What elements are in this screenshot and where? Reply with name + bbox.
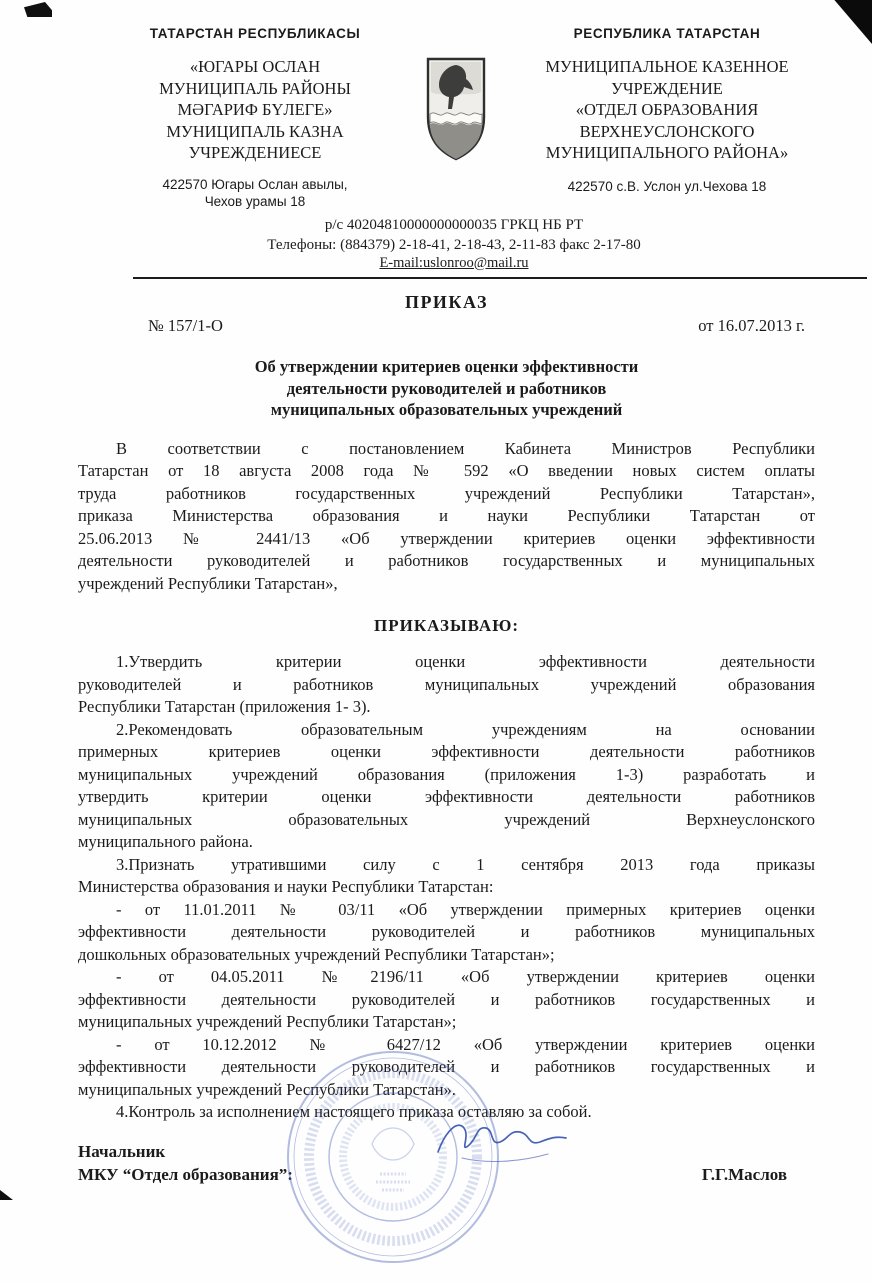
decree-word: ПРИКАЗЫВАЮ:	[373, 616, 520, 635]
bank-account-line: р/с 40204810000000000035 ГРКЦ НБ РТ	[324, 216, 584, 233]
order-body	[0, 292, 872, 1186]
text-line: В соответствии с постановлением Кабинета Министров Республики	[116, 438, 815, 458]
signatory-post	[78, 1140, 293, 1186]
text-line: муниципальных учреждений Республики Татарстан».	[78, 1079, 456, 1099]
text-line: деятельности руководителей и работников государственных и муниципальных	[78, 551, 815, 570]
text-line: 25.06.2013 № 2441/13 «Об утверждении критериев оценки эффективности	[78, 528, 815, 548]
text-line: - от 11.01.2011 № 03/11 «Об утверждении примерных критериев оценки	[116, 899, 815, 919]
text-line: 422570 Югары Ослан авылы,	[162, 176, 348, 192]
letterhead-left-block	[100, 26, 410, 164]
text-line: муниципальных образовательных учреждений Верхнеуслонского	[78, 809, 815, 829]
order-item-3-sub-1	[78, 899, 815, 967]
coat-of-arms-icon	[425, 56, 487, 162]
document-type-heading: ПРИКАЗ	[404, 292, 489, 312]
text-line: 1.Утвердить критерии оценки эффективности деятельности	[116, 652, 815, 671]
text-line: МУНИЦИПАЛЬНОГО РАЙОНА»	[545, 143, 789, 162]
order-item-3-sub-3	[78, 1034, 815, 1102]
text-line: МӘГАРИФ БҮЛЕГЕ»	[177, 100, 333, 119]
text-line: 3.Признать утратившими силу с 1 сентября 2013 года приказы	[116, 854, 815, 874]
text-line: муниципального района.	[78, 832, 253, 851]
order-item-1	[78, 651, 815, 719]
text-line: МУНИЦИПАЛЬ КАЗНА	[166, 121, 344, 141]
order-preamble	[78, 438, 815, 596]
text-line: УЧРЕЖДЕНИЕ	[611, 78, 723, 98]
text-line: руководителей и работников муниципальных учреждений образования	[78, 674, 815, 694]
text-line: муниципальных образовательных учреждений	[270, 400, 623, 419]
text-line: Министерства образования и науки Республики Татарстан:	[78, 877, 494, 896]
right-region-title: РЕСПУБЛИКА ТАТАРСТАН	[573, 26, 761, 41]
text-line: МУНИЦИПАЛЬ РАЙОНЫ	[159, 78, 351, 98]
signatory-post-line-2: МКУ “Отдел образования”:	[78, 1164, 293, 1184]
text-line: «ОТДЕЛ ОБРАЗОВАНИЯ	[575, 100, 759, 119]
text-line: УЧРЕЖДЕНИЕСЕ	[188, 143, 322, 162]
text-line: утвердить критерии оценки эффективности деятельности работников	[78, 787, 815, 806]
text-line: деятельности руководителей и работников	[286, 378, 607, 398]
signature-block	[78, 1140, 815, 1186]
order-meta	[78, 316, 815, 336]
text-line: примерных критериев оценки эффективности деятельности работников	[78, 742, 815, 761]
text-line: труда работников государственных учреждений Республики Татарстан»,	[78, 483, 815, 503]
letterhead	[0, 0, 872, 164]
left-address	[100, 176, 410, 210]
letterhead-right-block	[502, 26, 832, 164]
text-line: приказа Министерства образования и науки Республики Татарстан от	[78, 506, 815, 525]
email-line: E-mail:uslonroo@mail.ru	[379, 254, 529, 271]
order-item-2	[78, 719, 815, 854]
letterhead-addresses	[0, 164, 872, 210]
text-line: МУНИЦИПАЛЬНОЕ КАЗЕННОЕ	[545, 57, 789, 76]
text-line: - от 10.12.2012 № 6427/12 «Об утверждении критериев оценки	[116, 1034, 815, 1054]
text-line: ВЕРХНЕУСЛОНСКОГО	[579, 121, 755, 141]
signatory-name: Г.Г.Маслов	[701, 1164, 787, 1184]
text-line: Республики Татарстан (приложения 1- 3).	[78, 697, 371, 716]
order-subject	[78, 356, 815, 421]
left-region-title: ТАТАРСТАН РЕСПУБЛИКАСЫ	[149, 26, 361, 41]
text-line: муниципальных учреждений образования (приложения 1-3) разработать и	[78, 764, 815, 784]
text-line: 4.Контроль за исполнением настоящего приказа оставляю за собой.	[116, 1102, 592, 1121]
text-line: эффективности деятельности руководителей и работников государственных и	[78, 989, 815, 1009]
order-item-4	[78, 1101, 815, 1124]
text-line: эффективности деятельности руководителей и работников государственных и	[78, 1057, 815, 1076]
text-line: - от 04.05.2011 №2196/11 «Об утверждении критериев оценки	[116, 967, 815, 986]
right-organization-name	[502, 56, 832, 164]
signatory-post-line-1: Начальник	[78, 1141, 166, 1161]
left-organization-name	[100, 56, 410, 164]
text-line: эффективности деятельности руководителей и работников муниципальных	[78, 922, 815, 941]
coat-of-arms	[421, 26, 491, 164]
text-line: «ЮГАРЫ ОСЛАН	[189, 57, 321, 76]
text-line: 2.Рекомендовать образовательным учреждениям на основании	[116, 719, 815, 739]
text-line: Татарстан от 18 августа 2008 года № 592 «О введении новых систем оплаты	[78, 461, 815, 480]
order-item-3	[78, 854, 815, 899]
text-line: Об утверждении критериев оценки эффективности	[254, 357, 639, 376]
phones-line: Телефоны: (884379) 2-18-41, 2-18-43, 2-11-83 факс 2-17-80	[267, 236, 641, 253]
letterhead-divider	[133, 277, 867, 280]
order-number: № 157/1-О	[148, 316, 223, 335]
right-address: 422570 с.В. Услон ул.Чехова 18	[567, 178, 767, 194]
text-line: муниципальных учреждений Республики Татарстан»;	[78, 1012, 457, 1031]
text-line: дошкольных образовательных учреждений Республики Татарстан»;	[78, 944, 555, 964]
scan-artifact-bottom-left	[0, 1190, 13, 1200]
text-line: учреждений Республики Татарстан»,	[78, 573, 338, 593]
order-date: от 16.07.2013 г.	[698, 316, 805, 335]
text-line: Чехов урамы 18	[204, 193, 306, 209]
order-item-3-sub-2	[78, 966, 815, 1034]
